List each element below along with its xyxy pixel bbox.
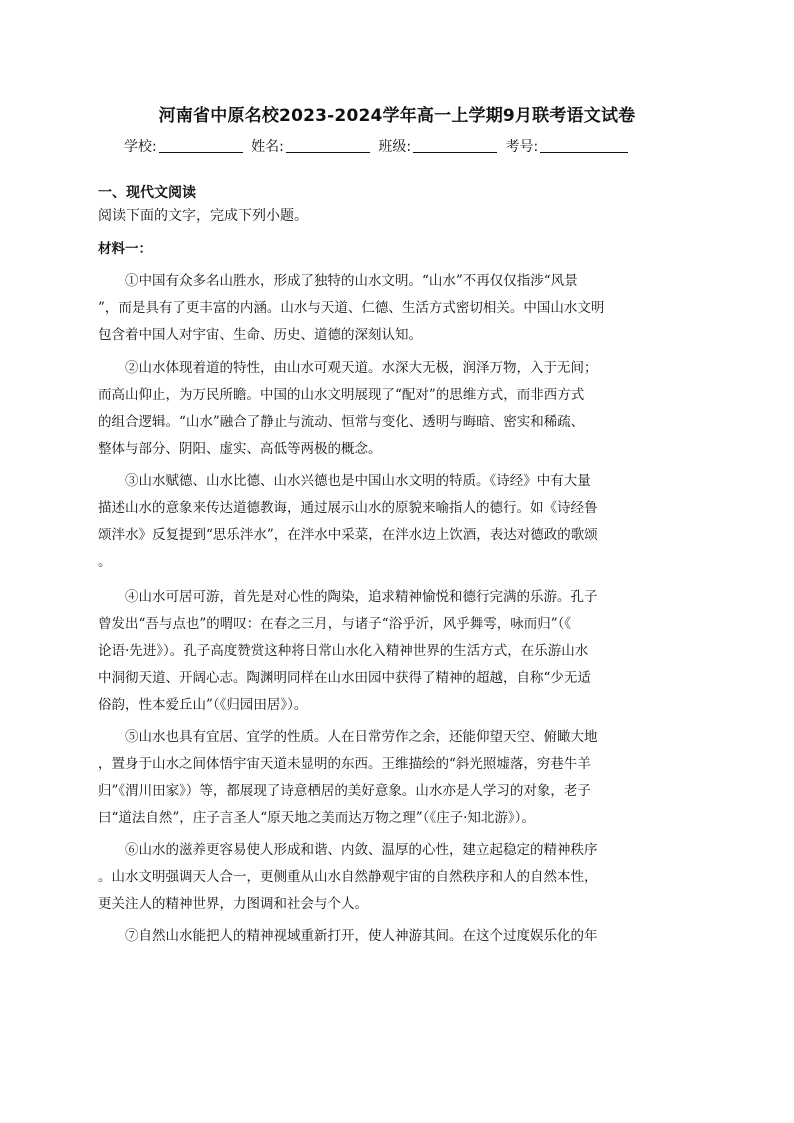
text-line: 。	[98, 554, 112, 570]
text-line: ”，而是具有了更丰富的内涵。山水与天道、仁德、生活方式密切相关。中国山水文明	[98, 300, 605, 316]
text-line: 整体与部分、阴阳、虚实、高低等两极的概念。	[98, 441, 382, 457]
text-line: 颂泮水》反复提到“思乐泮水”，在泮水中采菜，在泮水边上饮酒，表达对德政的歌颂	[98, 527, 598, 543]
text-line: ③山水赋德、山水比德、山水兴德也是中国山水文明的特质。《诗经》中有大量	[98, 473, 591, 489]
exam-number-blank[interactable]	[540, 140, 628, 153]
class-blank[interactable]	[413, 140, 497, 153]
text-line: 。山水文明强调天人合一，更侧重从山水自然静观宇宙的自然秩序和人的自然本性，	[98, 869, 598, 885]
class-label: 班级:	[378, 139, 412, 155]
text-line: 包含着中国人对宇宙、生命、历史、道德的深刻认知。	[98, 327, 422, 343]
name-blank[interactable]	[286, 140, 370, 153]
text-line: 俗韵，性本爱丘山”（《归园田居》）。	[98, 697, 308, 713]
text-line: ⑥山水的滋养更容易使人形成和谐、内敛、温厚的心性，建立起稳定的精神秩序	[98, 842, 598, 858]
text-line: 曰“道法自然”，庄子言圣人“原天地之美而达万物之理”（《庄子·知北游》）。	[98, 810, 535, 826]
instruction: 阅读下面的文字，完成下列小题。	[98, 208, 308, 224]
text-line: 中洞彻天道、开阔心志。陶渊明同样在山水田园中获得了精神的超越，自称“少无适	[98, 670, 591, 686]
text-line: 描述山水的意象来传达道德教诲，通过展示山水的原貌来喻指人的德行。如《诗经鲁	[98, 500, 598, 516]
text-line: ，置身于山水之间体悟宇宙天道未显明的东西。王维描绘的“斜光照墟落，穷巷牛羊	[98, 756, 591, 772]
text-line: ①中国有众多名山胜水，形成了独特的山水文明。“山水”不再仅仅指涉“风景	[98, 273, 578, 289]
text-line: ⑤山水也具有宜居、宜学的性质。人在日常劳作之余，还能仰望天空、俯瞰大地	[98, 729, 598, 745]
text-line: 论语·先进》）。孔子高度赞赏这种将日常山水化入精神世界的生活方式，在乐游山水	[98, 643, 589, 659]
name-label: 姓名:	[251, 139, 284, 155]
page-title: 河南省中原名校2023-2024学年高一上学期9月联考语文试卷	[158, 106, 636, 126]
exam-number-label: 考号:	[505, 139, 539, 155]
text-line: 归”《渭川田家》）等，都展现了诗意栖居的美好意象。山水亦是人学习的对象，老子	[98, 783, 591, 799]
text-line: 更关注人的精神世界，力图调和社会与个人。	[98, 896, 368, 912]
school-blank[interactable]	[159, 140, 243, 153]
material-label: 材料一：	[98, 241, 152, 257]
school-label: 学校:	[124, 139, 157, 155]
text-line: ④山水可居可游，首先是对心性的陶染，追求精神愉悦和德行完满的乐游。孔子	[98, 589, 598, 605]
text-line: 而高山仰止，为万民所瞻。中国的山水文明展现了“配对”的思维方式，而非西方式	[98, 387, 585, 403]
text-line: 曾发出“吾与点也”的喟叹：在春之三月，与诸子“浴乎沂，风乎舞雩，咏而归”（《	[98, 616, 572, 632]
text-line: 的组合逻辑。“山水”融合了静止与流动、恒常与变化、透明与晦暗、密实和稀疏、	[98, 414, 585, 430]
section-title: 一、现代文阅读	[98, 185, 196, 201]
text-line: ⑦自然山水能把人的精神视域重新打开，使人神游其间。在这个过度娱乐化的年	[98, 928, 598, 944]
text-line: ②山水体现着道的特性，由山水可观天道。水深大无极，润泽万物，入于无间；	[98, 360, 598, 376]
student-info-row	[124, 136, 684, 156]
